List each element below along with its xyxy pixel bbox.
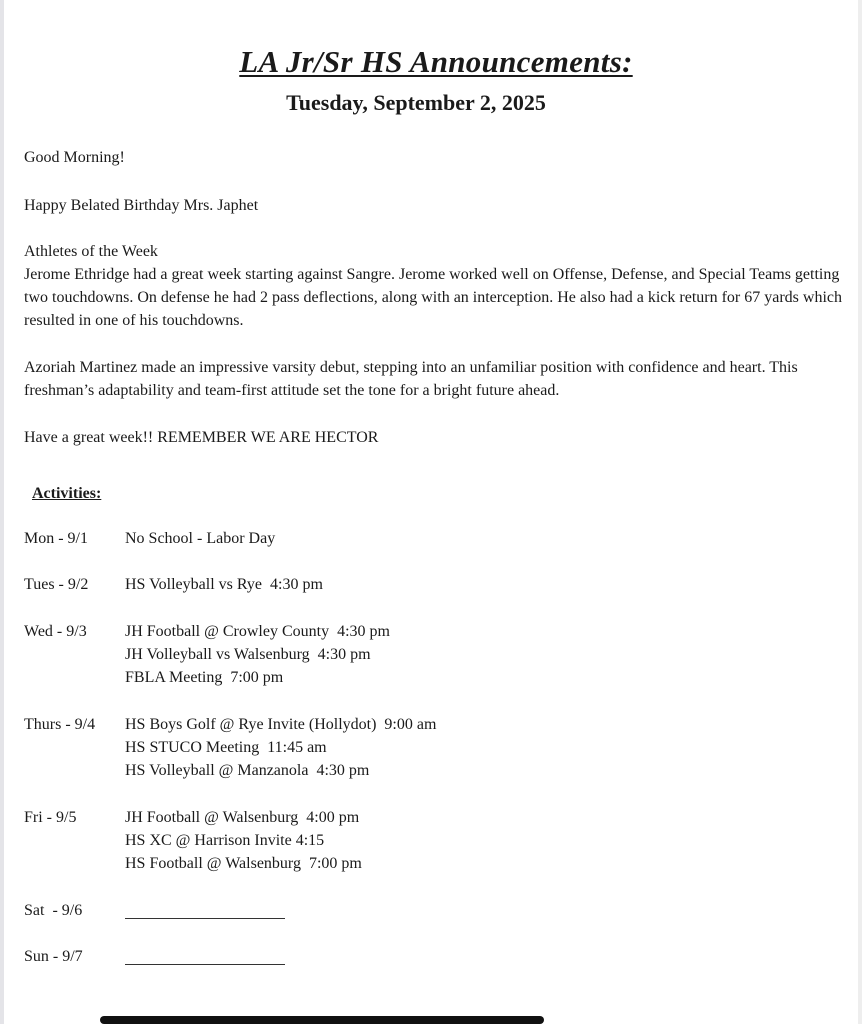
event-item: HS Volleyball @ Manzanola 4:30 pm bbox=[125, 762, 370, 779]
athlete-paragraph-2: Azoriah Martinez made an impressive varsity debut, stepping into an unfamiliar position with confidence and heart. This freshman’s adaptability and team-first attitude set the tone for a bright future ahead. bbox=[24, 359, 798, 399]
activities-heading: Activities: bbox=[32, 485, 102, 502]
event-item: JH Football @ Walsenburg 4:00 pm bbox=[125, 809, 360, 826]
greeting: Good Morning! bbox=[24, 149, 125, 166]
day-events bbox=[125, 713, 436, 782]
day-label: Fri - 9/5 bbox=[24, 809, 77, 826]
event-item: No School - Labor Day bbox=[125, 530, 276, 547]
page-title: LA Jr/Sr HS Announcements: bbox=[239, 44, 633, 79]
day-label: Mon - 9/1 bbox=[24, 530, 88, 547]
day-label: Wed - 9/3 bbox=[24, 623, 87, 640]
athlete-paragraph-1: Jerome Ethridge had a great week starting against Sangre. Jerome worked well on Offense, Defense, and Special Teams getting two touchdowns. On defense he had 2 pass deflections, along with an interception. He also had a kick return for 67 yards which resulted in one of his touchdowns. bbox=[24, 266, 842, 329]
page-right-edge bbox=[858, 0, 862, 1024]
event-item: JH Volleyball vs Walsenburg 4:30 pm bbox=[125, 646, 371, 663]
blank-schedule-line bbox=[125, 964, 285, 965]
blank-schedule-line bbox=[125, 918, 285, 919]
event-item: HS XC @ Harrison Invite 4:15 bbox=[125, 832, 325, 849]
event-item: HS Boys Golf @ Rye Invite (Hollydot) 9:00 am bbox=[125, 716, 437, 733]
day-events bbox=[125, 527, 275, 550]
day-events bbox=[125, 620, 390, 689]
event-item: FBLA Meeting 7:00 pm bbox=[125, 669, 284, 686]
event-item: JH Football @ Crowley County 4:30 pm bbox=[125, 623, 390, 640]
day-label: Thurs - 9/4 bbox=[24, 716, 96, 733]
athletes-heading: Athletes of the Week bbox=[24, 243, 158, 260]
closing-line: Have a great week!! REMEMBER WE ARE HECTOR bbox=[24, 429, 379, 446]
day-events bbox=[125, 806, 362, 875]
page-left-edge bbox=[0, 0, 4, 1024]
day-label: Sat - 9/6 bbox=[24, 902, 83, 919]
day-label: Sun - 9/7 bbox=[24, 948, 83, 965]
page-date: Tuesday, September 2, 2025 bbox=[286, 90, 546, 115]
day-label: Tues - 9/2 bbox=[24, 576, 89, 593]
home-indicator-bar[interactable] bbox=[100, 1016, 544, 1024]
event-item: HS Football @ Walsenburg 7:00 pm bbox=[125, 855, 362, 872]
birthday-note: Happy Belated Birthday Mrs. Japhet bbox=[24, 197, 259, 214]
day-events bbox=[125, 573, 323, 596]
event-item: HS Volleyball vs Rye 4:30 pm bbox=[125, 576, 323, 593]
event-item: HS STUCO Meeting 11:45 am bbox=[125, 739, 327, 756]
